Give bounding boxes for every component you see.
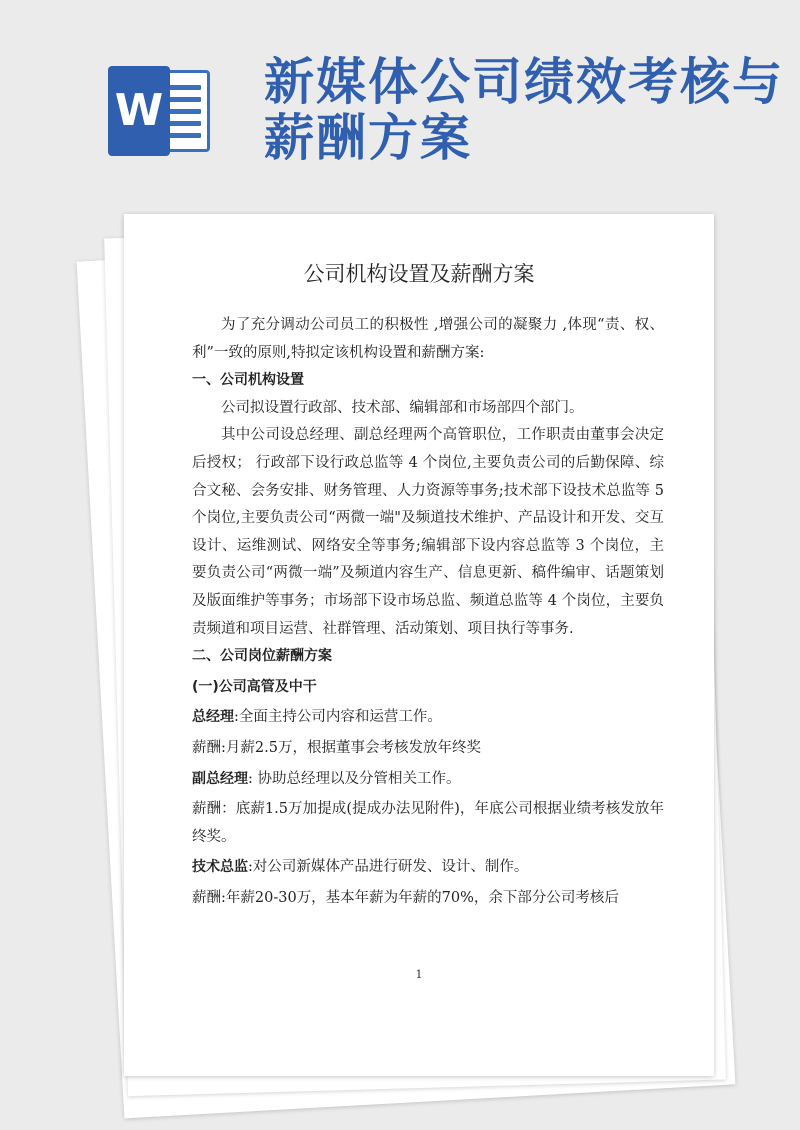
role-duty: 协助总经理以及分管相关工作。: [257, 770, 461, 787]
role-pay-deputy-manager: 薪酬：底薪1.5万加提成(提成办法见附件)，年底公司根据业绩考核发放年终奖。: [192, 801, 664, 845]
document-title: 公司机构设置及薪酬方案: [303, 262, 535, 286]
section-heading-2: 二、公司岗位薪酬方案: [192, 648, 332, 665]
role-duty-technical-director: [192, 854, 664, 882]
document-body: [192, 312, 664, 912]
role-pay-general-manager: 薪酬:月薪2.5万，根据董事会考核发放年终奖: [192, 739, 481, 756]
role-title: 副总经理: [192, 770, 248, 787]
intro-paragraph: 为了充分调动公司员工的积极性 ,增强公司的凝聚力 ,体现“责、权、利”一致的原则,特拟定该机构设置和薪酬方案:: [192, 317, 664, 361]
section-heading-1: 一、公司机构设置: [192, 372, 304, 389]
role-duty: 对公司新媒体产品进行研发、设计、制作。: [252, 859, 529, 876]
role-separator: :: [248, 770, 258, 787]
role-separator: :: [234, 709, 239, 726]
page-number: 1: [415, 968, 423, 981]
section1-paragraph-1: 公司拟设置行政部、技术部、编辑部和市场部四个部门。: [221, 399, 584, 416]
word-icon: [108, 66, 214, 156]
banner-header: [0, 0, 800, 200]
role-pay-technical-director: 薪酬:年薪20-30万，基本年薪为年薪的70%，余下部分公司考核后: [192, 889, 619, 906]
role-separator: :: [248, 859, 253, 876]
role-duty-general-manager: [192, 704, 664, 732]
role-title: 技术总监: [192, 859, 248, 876]
banner-title: 新媒体公司绩效考核与薪酬方案: [264, 53, 784, 167]
role-title: 总经理: [192, 709, 234, 726]
document-content: [124, 214, 714, 1076]
section1-paragraph-2: 其中公司设总经理、副总经理两个高管职位，工作职责由董事会决定后授权； 行政部下设行政总监等 4 个岗位,主要负责公司的后勤保障、综合文秘、会务安排、财务管理、人力资源等事务;技术部下设技术总监等 5 个岗位,主要负责公司“两微一端"及频道技术维护、产品设计和开发、交互设计、运维测试、网络安全等事务;编辑部下设内容总监等 3 个岗位，主要负责公司“两微一端”及频道内容生产、信息更新、稿件编审、话题策划及版面维护等事务；市场部下设市场总监、频道总监等 4 个岗位，主要负责频道和项目运营、社群管理、活动策划、项目执行等事务.: [192, 427, 664, 637]
role-duty: 全面主持公司内容和运营工作。: [238, 709, 442, 726]
word-icon-letter: W: [108, 66, 170, 156]
role-duty-deputy-manager: [192, 766, 664, 794]
subsection-heading-1: (一)公司高管及中干: [192, 678, 317, 695]
